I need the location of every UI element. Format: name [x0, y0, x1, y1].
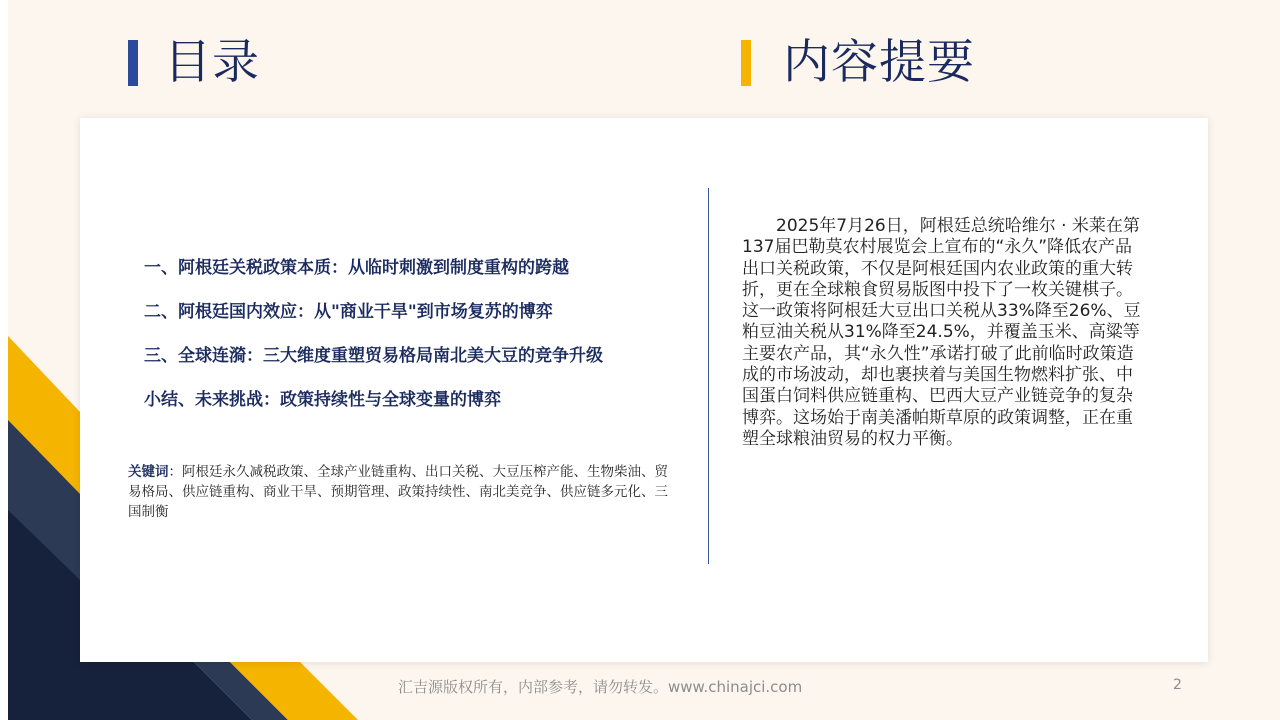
toc-title: 目录: [164, 35, 260, 90]
column-divider: [708, 188, 709, 564]
keywords-text: ：阿根廷永久减税政策、全球产业链重构、出口关税、大豆压榨产能、生物柴油、贸易格局、供应链重构、商业干旱、预期管理、政策持续性、南北美竞争、供应链多元化、三国制衡: [128, 464, 668, 520]
summary-heading-accent-bar: [741, 40, 751, 86]
toc-list: [144, 256, 704, 432]
summary-paragraph: 2025年7月26日，阿根廷总统哈维尔 · 米莱在第137届巴勒莫农村展览会上宣布的“永久”降低农产品出口关税政策，不仅是阿根廷国内农业政策的重大转折，更在全球粮食贸易版图中投下了一枚关键棋子。这一政策将阿根廷大豆出口关税从33%降至26%、豆粕豆油关税从31%降至24.5%，并覆盖玉米、高粱等主要农产品，其“永久性”承诺打破了此前临时政策造成的市场波动，却也裹挟着与美国生物燃料扩张、中国蛋白饲料供应链重构、巴西大豆产业链竞争的复杂博弈。这场始于南美潘帕斯草原的政策调整，正在重塑全球粮油贸易的权力平衡。: [742, 216, 1141, 449]
page-number: 2: [1173, 677, 1182, 693]
summary-heading: [741, 36, 975, 90]
toc-item-2: 二、阿根廷国内效应：从"商业干旱"到市场复苏的博弈: [144, 302, 553, 322]
keywords-label: 关键词: [128, 464, 169, 480]
slide: [8, 0, 1280, 720]
keywords-block: [128, 462, 676, 522]
toc-heading-accent-bar: [128, 40, 138, 86]
footer-copyright: 汇吉源版权所有，内部参考，请勿转发。www.chinajci.com: [398, 678, 803, 696]
toc-heading: [128, 36, 260, 90]
toc-item-3: 三、全球连漪：三大维度重塑贸易格局南北美大豆的竞争升级: [144, 346, 603, 366]
summary-title: 内容提要: [783, 35, 975, 90]
content-card: [80, 118, 1208, 662]
toc-item-1: 一、阿根廷关税政策本质：从临时刺激到制度重构的跨越: [144, 258, 569, 278]
toc-item-4: 小结、未来挑战：政策持续性与全球变量的博弈: [144, 390, 501, 410]
